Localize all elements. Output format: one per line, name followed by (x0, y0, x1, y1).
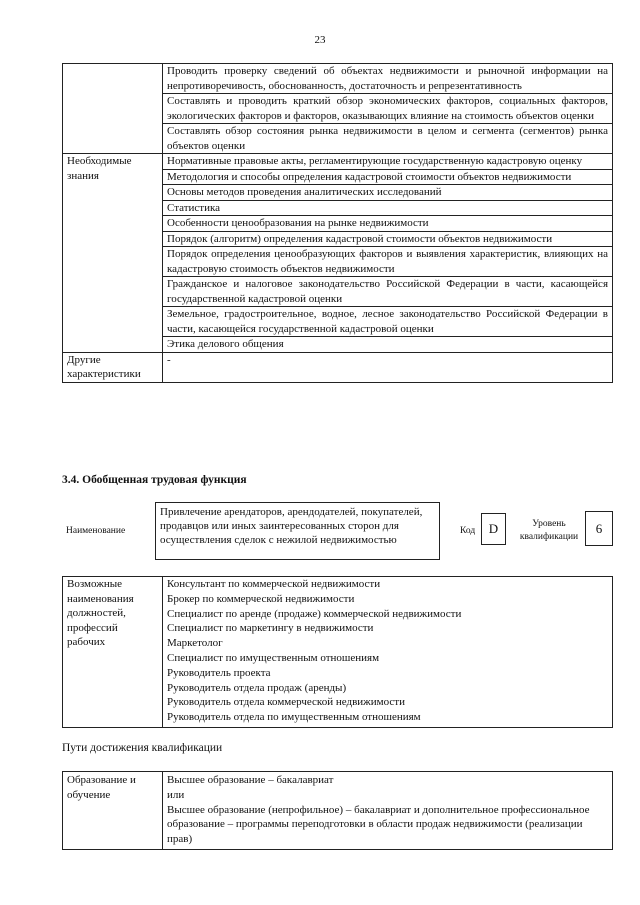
pathways-title: Пути достижения квалификации (62, 742, 223, 754)
row-label: Другие характеристики (63, 352, 163, 382)
position-item: Специалист по маркетингу в недвижимости (167, 622, 374, 635)
row-text: Гражданское и налоговое законодательство Российской Федерации в части, касающейся государственной кадастровой оценки (163, 277, 613, 307)
row-text: Земельное, градостроительное, водное, лесное законодательство Российской Федерации в части, касающейся государственной кадастровой оценки (163, 307, 613, 337)
position-item: Брокер по коммерческой недвижимости (167, 592, 355, 605)
position-item: Специалист по имущественным отношениям (167, 651, 380, 664)
positions-label: Возможные наименования должностей, профессий рабочих (63, 577, 163, 728)
name-value: Привлечение арендаторов, арендодателей, покупателей, продавцов или иных заинтересованных сторон для осуществления сделок с нежилой недвижимостью (155, 502, 440, 560)
name-label: Наименование (66, 526, 126, 536)
row-label (63, 64, 163, 154)
position-item: Руководитель проекта (167, 666, 271, 679)
code-label: Код (460, 526, 476, 536)
position-item: Маркетолог (167, 637, 223, 650)
education-line: или (167, 788, 185, 801)
row-text: Составлять обзор состояния рынка недвижимости в целом и сегмента (сегментов) рынка объектов оценки (163, 124, 613, 154)
education-table (62, 771, 613, 850)
generalized-function-header (62, 496, 613, 566)
row-text: Проводить проверку сведений об объектах недвижимости и рыночной информации на непротиворечивость, обоснованность, достаточность и репрезентативность (163, 64, 613, 94)
row-text: Нормативные правовые акты, регламентирующие государственную кадастровую оценку (163, 154, 613, 170)
row-text: Порядок (алгоритм) определения кадастровой стоимости объектов недвижимости (163, 231, 613, 247)
level-label: Уровень квалификации (519, 519, 579, 542)
skills-knowledge-table (62, 63, 613, 383)
row-text: Статистика (163, 200, 613, 216)
education-label: Образование и обучение (63, 772, 163, 850)
section-title: 3.4. Обобщенная трудовая функция (62, 474, 247, 486)
page-number: 23 (314, 34, 326, 46)
position-item: Руководитель отдела продаж (аренды) (167, 681, 347, 694)
position-item: Руководитель отдела по имущественным отношениям (167, 711, 421, 724)
code-value: D (481, 513, 506, 545)
table-row (63, 352, 613, 382)
position-item: Руководитель отдела коммерческой недвижимости (167, 696, 405, 709)
row-text: Составлять и проводить краткий обзор экономических факторов, социальных факторов, экологических факторов и факторов, оказывающих влияние на стоимость объектов оценки (163, 94, 613, 124)
row-text: Особенности ценообразования на рынке недвижимости (163, 216, 613, 232)
level-value: 6 (585, 511, 613, 546)
row-text: Этика делового общения (163, 337, 613, 353)
row-text: Основы методов проведения аналитических исследований (163, 185, 613, 201)
row-text: Методология и способы определения кадастровой стоимости объектов недвижимости (163, 169, 613, 185)
position-item: Консультант по коммерческой недвижимости (167, 578, 381, 590)
education-line: Высшее образование (непрофильное) – бакалавриат и дополнительное профессиональное образование – программы переподготовки в области продаж недвижимости (реализации прав) (167, 803, 590, 846)
position-item: Специалист по аренде (продаже) коммерческой недвижимости (167, 607, 462, 620)
row-text: - (163, 352, 613, 382)
row-label: Необходимые знания (63, 154, 163, 353)
positions-table (62, 576, 613, 728)
table-row (63, 64, 613, 94)
table-row (63, 154, 613, 170)
positions-list (163, 577, 613, 728)
education-requirements (163, 772, 613, 850)
row-text: Порядок определения ценообразующих факторов и выявления характеристик, влияющих на кадастровую стоимость объектов недвижимости (163, 247, 613, 277)
education-line: Высшее образование – бакалавриат (167, 774, 334, 786)
